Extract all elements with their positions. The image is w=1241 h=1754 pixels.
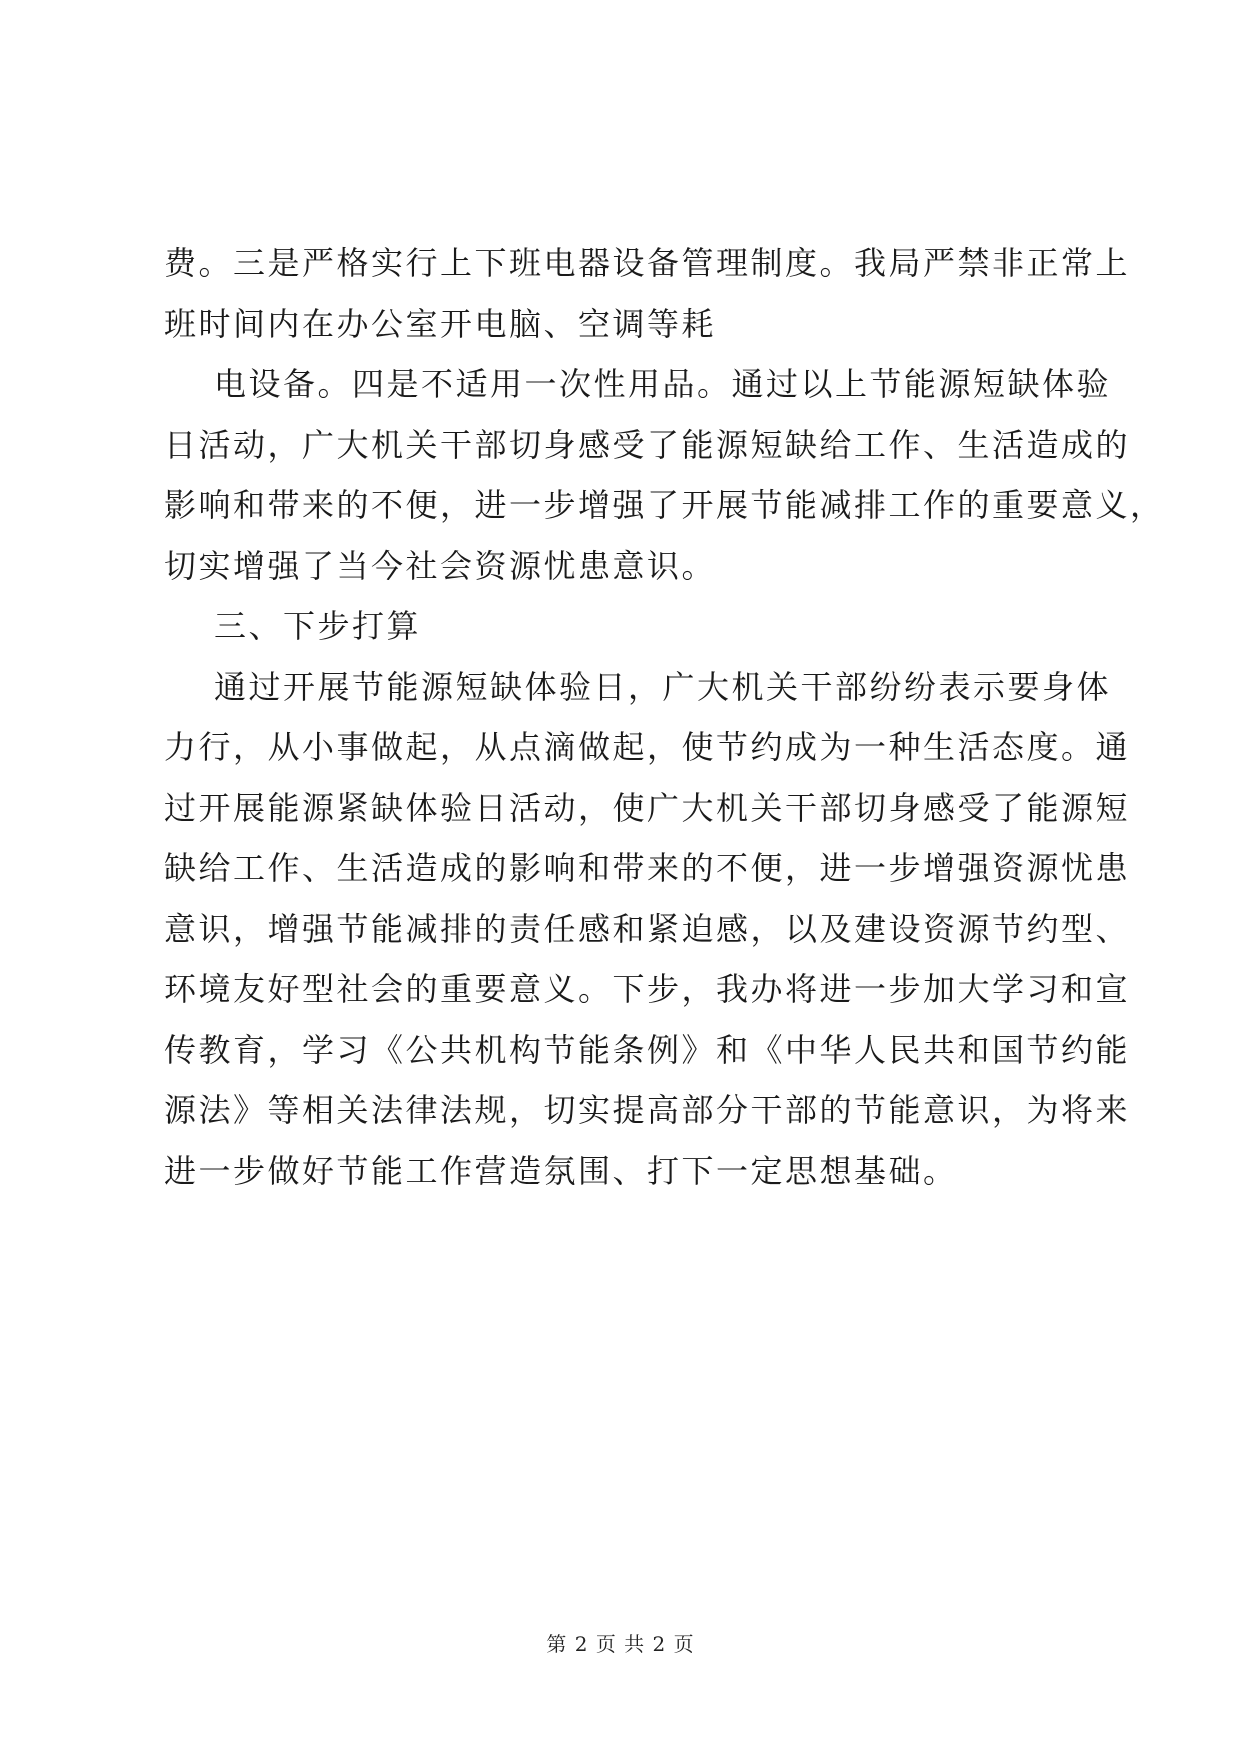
text-line: 传教育，学习《公共机构节能条例》和《中华人民共和国节约能 bbox=[164, 1030, 1131, 1069]
text-line: 力行，从小事做起，从点滴做起，使节约成为一种生活态度。通 bbox=[164, 728, 1131, 766]
page-number-footer: 第 2 页 共 2 页 bbox=[546, 1632, 695, 1656]
section-heading: 三、下步打算 bbox=[214, 607, 422, 645]
text-line: 过开展能源紧缺体验日活动，使广大机关干部切身感受了能源短 bbox=[164, 788, 1131, 827]
text-line: 环境友好型社会的重要意义。下步，我办将进一步加大学习和宣 bbox=[164, 970, 1131, 1008]
text-line: 影响和带来的不便，进一步增强了开展节能减排工作的重要意义， bbox=[164, 486, 1165, 524]
text-line: 日活动，广大机关干部切身感受了能源短缺给工作、生活造成的 bbox=[164, 425, 1131, 464]
text-line: 源法》等相关法律法规，切实提高部分干部的节能意识，为将来 bbox=[164, 1091, 1131, 1129]
text-line: 进一步做好节能工作营造氛围、打下一定思想基础。 bbox=[164, 1151, 958, 1190]
document-body bbox=[164, 233, 1165, 1201]
text-line: 班时间内在办公室开电脑、空调等耗 bbox=[164, 304, 717, 343]
text-line: 费。三是严格实行上下班电器设备管理制度。我局严禁非正常上 bbox=[164, 244, 1131, 282]
text-line: 缺给工作、生活造成的影响和带来的不便，进一步增强资源忧患 bbox=[164, 849, 1131, 887]
text-line: 切实增强了当今社会资源忧患意识。 bbox=[164, 546, 717, 585]
text-line: 意识，增强节能减排的责任感和紧迫感，以及建设资源节约型、 bbox=[164, 909, 1131, 948]
paragraph-first-line: 电设备。四是不适用一次性用品。通过以上节能源短缺体验 bbox=[214, 365, 1112, 403]
paragraph-first-line: 通过开展节能源短缺体验日，广大机关干部纷纷表示要身体 bbox=[214, 667, 1112, 706]
